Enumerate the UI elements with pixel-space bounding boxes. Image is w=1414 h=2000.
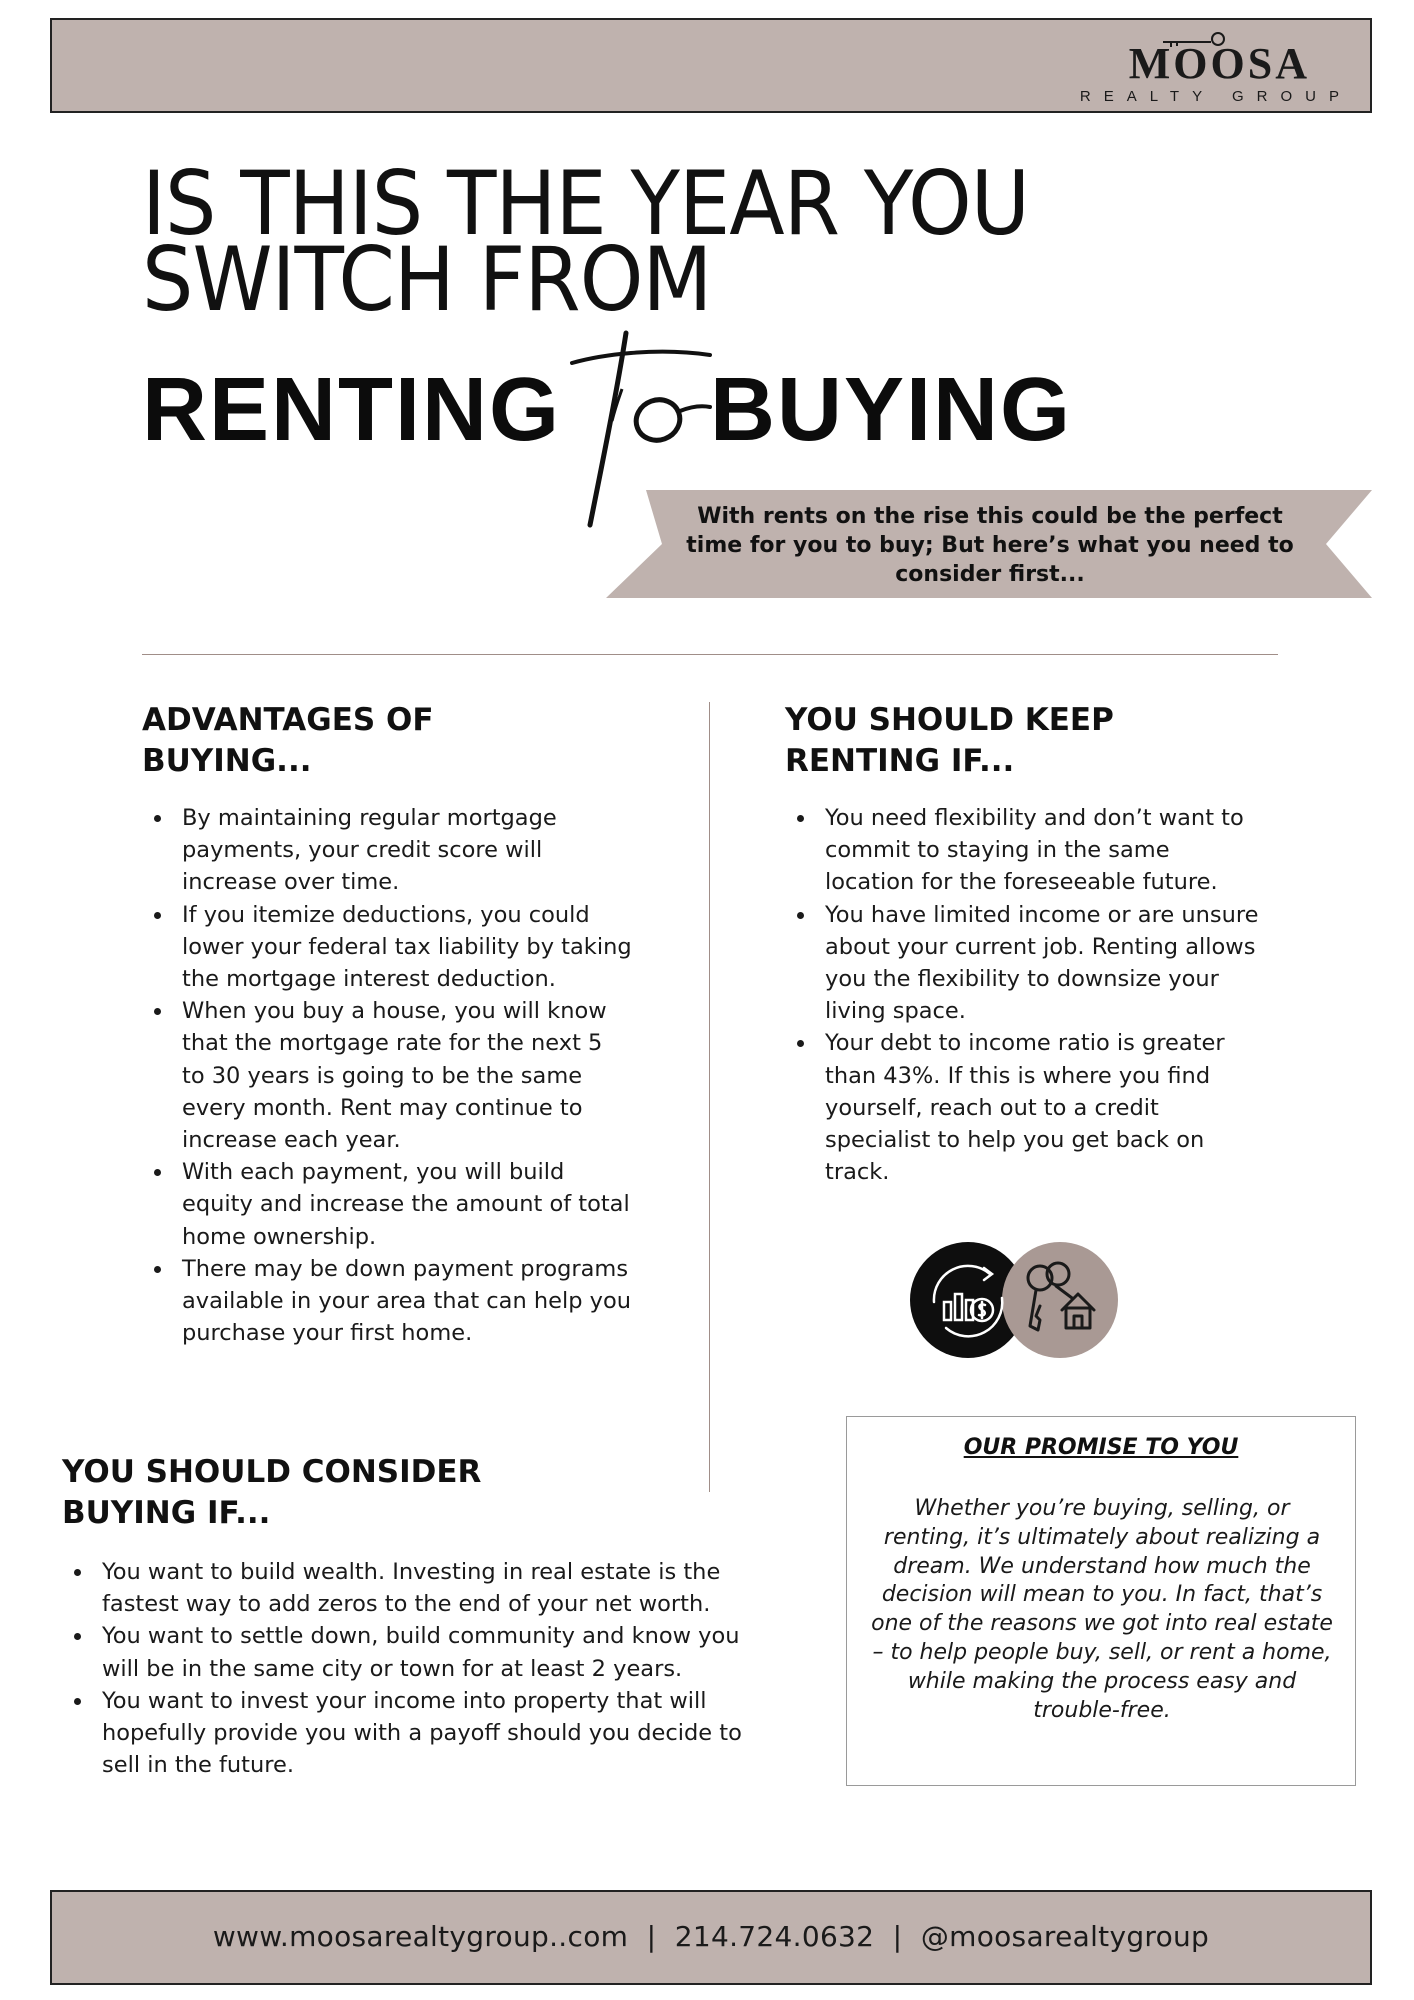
list-item: You need flexibility and don’t want to commit to staying in the same location for the foreseeable future.: [785, 802, 1265, 899]
list-item: With each payment, you will build equity and increase the amount of total home ownership.: [142, 1156, 632, 1253]
brand-name: MOOSA: [1129, 42, 1310, 86]
list-item: When you buy a house, you will know that the mortgage rate for the next 5 to 30 years is going to be the same every month. Rent may continue to increase each year.: [142, 995, 632, 1156]
horizontal-divider: [142, 654, 1278, 655]
consider-buying-title: YOU SHOULD CONSIDER BUYING IF...: [62, 1454, 482, 1531]
keep-renting-list: [785, 802, 1265, 1188]
advantages-title: ADVANTAGES OF BUYING...: [142, 702, 434, 779]
promise-title: OUR PROMISE TO YOU: [963, 1435, 1239, 1460]
promise-body: Whether you’re buying, selling, or renting, it’s ultimately about realizing a dream. We understand how much the decision will mean to you. In fact, that’s one of the reasons we got into real estate – to help people buy, sell, or rent a home, while making the process easy and trouble-free.: [871, 1496, 1333, 1723]
list-item: Your debt to income ratio is greater than 43%. If this is where you find yourself, reach out to a credit specialist to help you get back on track.: [785, 1027, 1265, 1188]
list-item: If you itemize deductions, you could lower your federal tax liability by taking the mortgage interest deduction.: [142, 899, 632, 996]
headline-line-2: SWITCH FROM: [142, 228, 712, 331]
key-icon: [1161, 30, 1231, 48]
house-keys-icon: [1002, 1242, 1118, 1358]
header-bar: [50, 18, 1372, 113]
list-item: You have limited income or are unsure about your current job. Renting allows you the flexibility to downsize your living space.: [785, 899, 1265, 1028]
list-item: You want to build wealth. Investing in real estate is the fastest way to add zeros to the end of your net worth.: [62, 1556, 762, 1620]
footer-bar: [50, 1890, 1372, 1985]
list-item: There may be down payment programs available in your area that can help you purchase your first home.: [142, 1253, 632, 1350]
footer-contact: www.moosarealtygroup..com | 214.724.0632 | @moosarealtygroup: [212, 1920, 1210, 1953]
promise-box: [846, 1416, 1356, 1786]
headline-renting: RENTING: [142, 360, 561, 460]
consider-buying-list: [62, 1556, 762, 1781]
ribbon-text: With rents on the rise this could be the perfect time for you to buy; But here’s what you need to consider first...: [686, 504, 1294, 587]
list-item: You want to invest your income into property that will hopefully provide you with a payoff should you decide to sell in the future.: [62, 1685, 762, 1782]
icon-circles: [906, 1240, 1126, 1360]
brand-logo: [1079, 39, 1352, 106]
headline-buying: BUYING: [710, 360, 1073, 460]
headline-line-1: IS THIS THE YEAR YOU: [142, 152, 1030, 255]
brand-subtitle: REALTY GROUP: [1079, 88, 1352, 105]
list-item: By maintaining regular mortgage payments, your credit score will increase over time.: [142, 802, 632, 899]
list-item: You want to settle down, build community and know you will be in the same city or town for at least 2 years.: [62, 1620, 762, 1684]
vertical-divider: [709, 702, 710, 1492]
advantages-list: [142, 802, 632, 1349]
keep-renting-title: YOU SHOULD KEEP RENTING IF...: [785, 702, 1114, 779]
